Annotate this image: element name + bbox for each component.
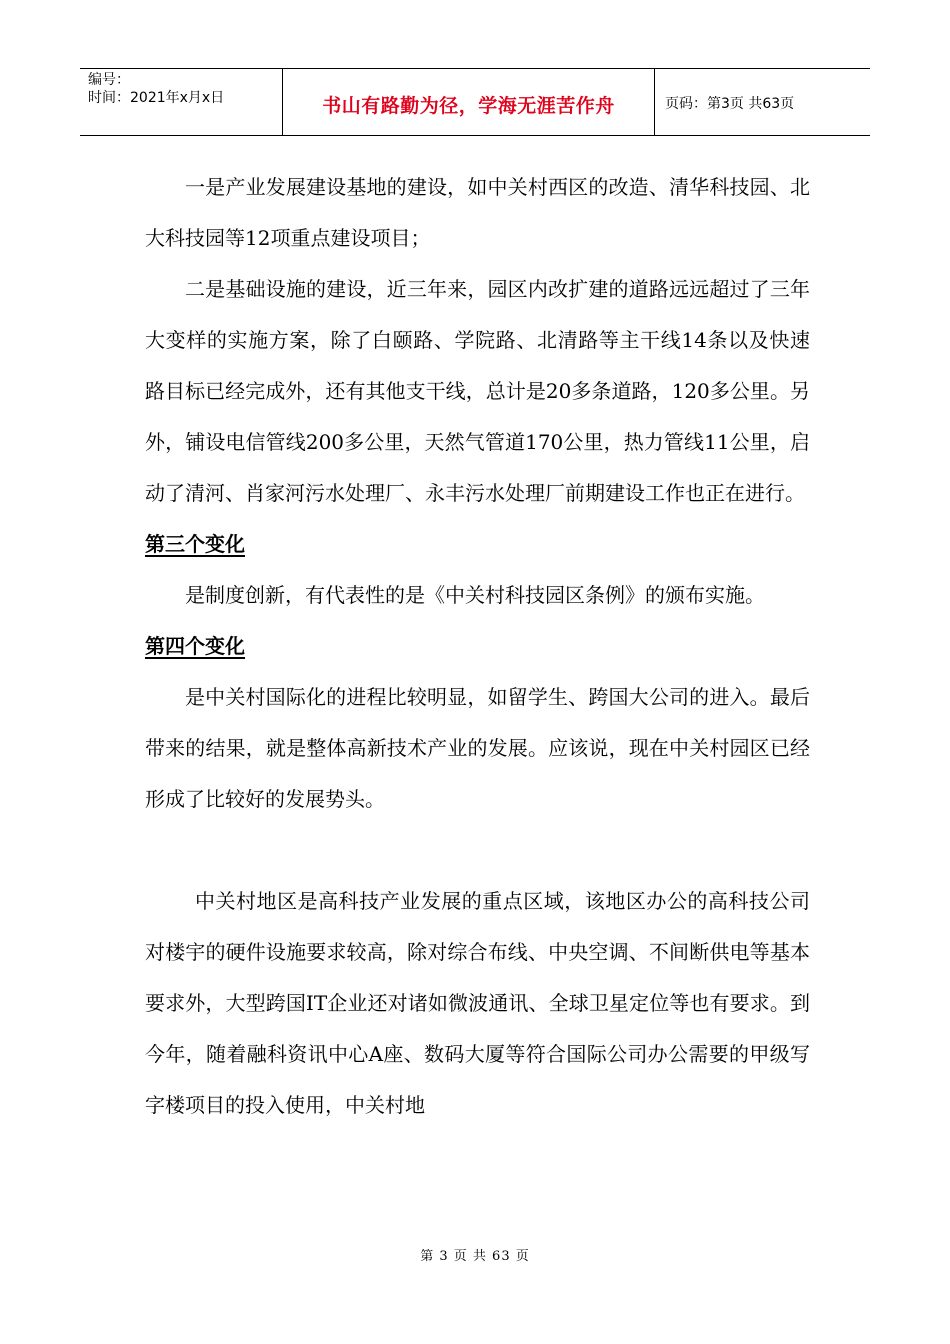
paragraph-spacer xyxy=(145,825,810,876)
paragraph-office-demand: 中关村地区是高科技产业发展的重点区域，该地区办公的高科技公司对楼宇的硬件设施要求较高，除对综合布线、中央空调、不间断供电等基本要求外，大型跨国IT企业还对诸如微波通讯、全球卫星定位等也有要求。到今年，随着融科资讯中心A座、数码大厦等符合国际公司办公需要的甲级写字楼项目的投入使用，中关村地 xyxy=(145,889,810,1117)
page-footer: 第 3 页 共 63 页 xyxy=(420,1249,530,1264)
date-label: 时间：2021年x月x日 xyxy=(88,90,225,106)
heading-third-change xyxy=(145,519,810,570)
heading-third-change-text: 第三个变化 xyxy=(145,532,245,556)
page-header xyxy=(80,68,870,136)
header-motto-cell xyxy=(283,69,655,135)
paragraph-institutional-innovation: 是制度创新，有代表性的是《中关村科技园区条例》的颁布实施。 xyxy=(185,583,765,607)
heading-fourth-change xyxy=(145,621,810,672)
paragraph-industrial-base: 一是产业发展建设基地的建设，如中关村西区的改造、清华科技园、北大科技园等12项重点建设项目； xyxy=(145,175,810,250)
paragraph-infrastructure: 二是基础设施的建设，近三年来，园区内改扩建的道路远远超过了三年大变样的实施方案，除了白颐路、学院路、北清路等主干线14条以及快速路目标已经完成外，还有其他支干线，总计是20多条道路，120多公里。另外，铺设电信管线200多公里，天然气管道170公里，热力管线11公里，启动了清河、肖家河污水处理厂、永丰污水处理厂前期建设工作也正在进行。 xyxy=(145,277,810,505)
heading-fourth-change-text: 第四个变化 xyxy=(145,634,245,658)
header-meta-cell xyxy=(80,69,283,135)
paragraph-internationalization: 是中关村国际化的进程比较明显，如留学生、跨国大公司的进入。最后带来的结果，就是整体高新技术产业的发展。应该说，现在中关村园区已经形成了比较好的发展势头。 xyxy=(145,685,810,811)
document-body xyxy=(145,162,810,1131)
page-code: 页码：第3页 共63页 xyxy=(665,96,795,112)
header-page-cell xyxy=(655,69,870,135)
motto-text: 书山有路勤为径，学海无涯苦作舟 xyxy=(322,94,615,117)
serial-number-label: 编号： xyxy=(88,72,130,88)
